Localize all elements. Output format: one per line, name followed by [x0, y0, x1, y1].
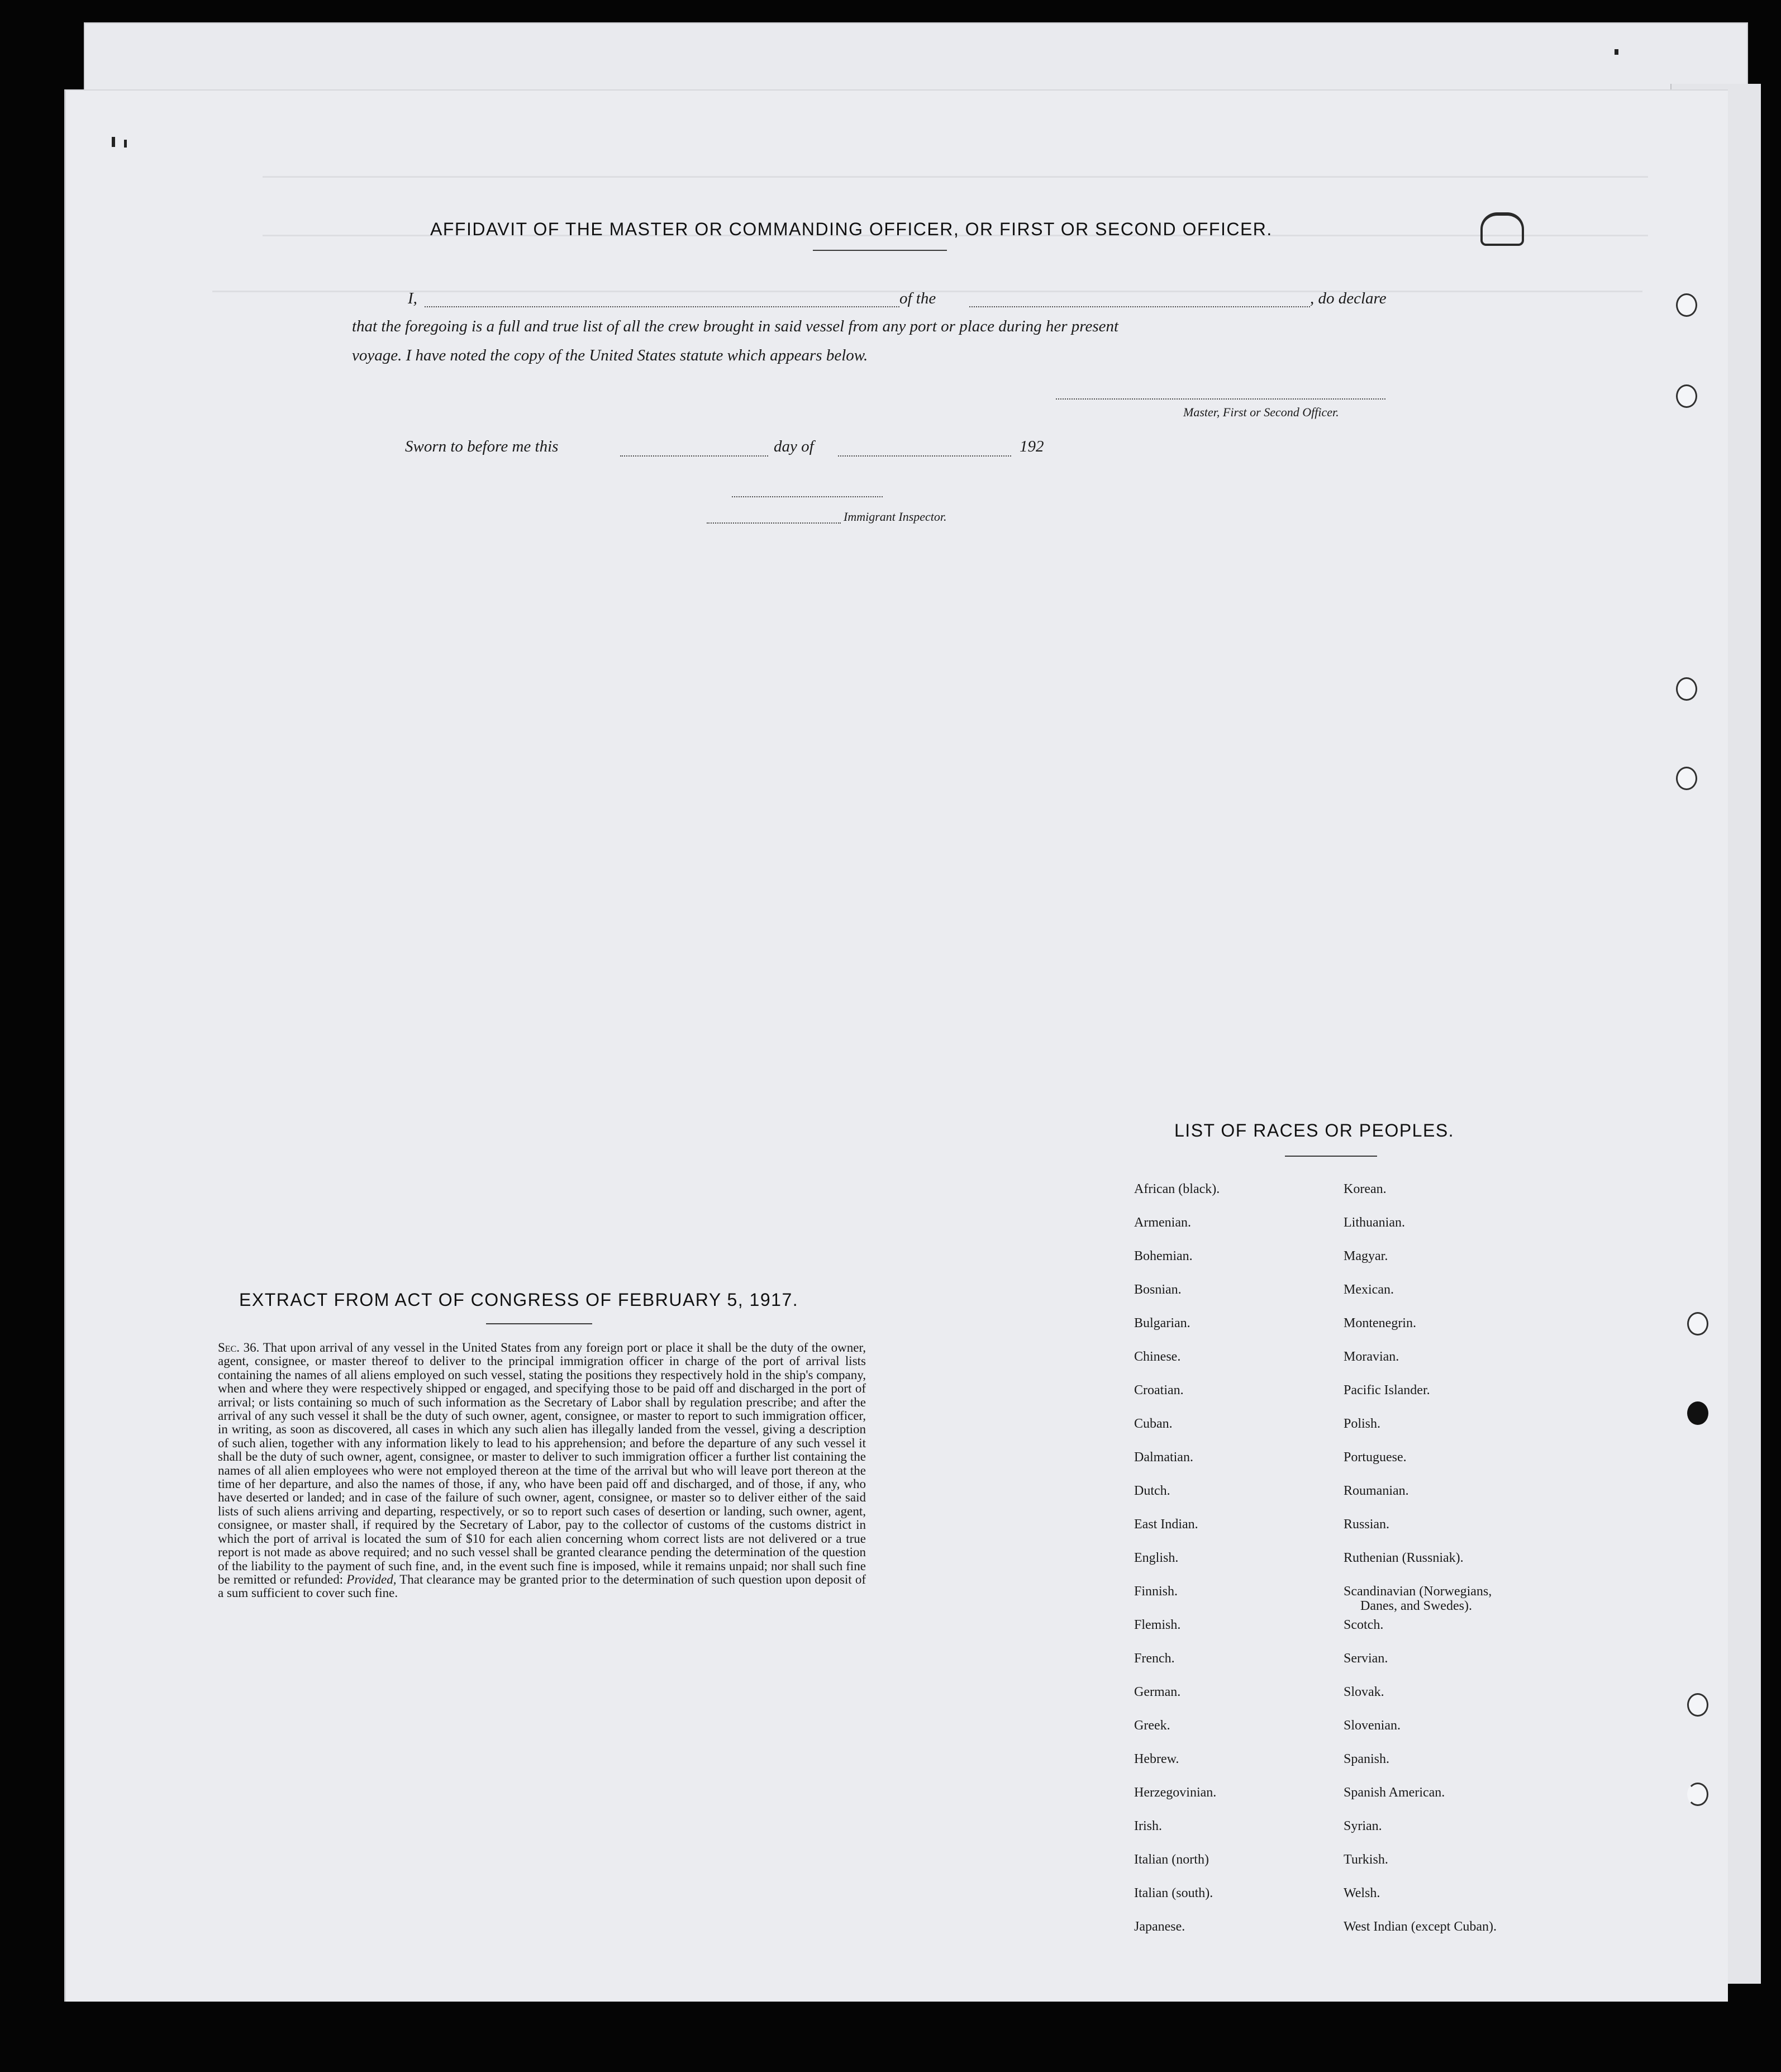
race-item: Pacific Islander. [1344, 1383, 1430, 1398]
race-item: Danes, and Swedes). [1360, 1599, 1472, 1613]
race-item: Scotch. [1344, 1618, 1384, 1632]
binder-hole [1687, 1401, 1708, 1425]
ink-stamp-mark [1480, 212, 1524, 246]
races-title-rule [1285, 1156, 1377, 1157]
race-item: Lithuanian. [1344, 1215, 1405, 1230]
race-item: Greek. [1134, 1718, 1170, 1733]
inspector-caption: Immigrant Inspector. [844, 510, 947, 524]
race-item: Armenian. [1134, 1215, 1191, 1230]
race-item: German. [1134, 1685, 1181, 1699]
binder-hole [1676, 767, 1697, 790]
race-item: Slovak. [1344, 1685, 1384, 1699]
statute-text [218, 1341, 866, 1600]
race-item: Bulgarian. [1134, 1316, 1190, 1330]
inspector-signature-line[interactable] [707, 522, 841, 524]
vessel-name-line[interactable] [969, 306, 1310, 307]
race-item: Italian (south). [1134, 1886, 1213, 1900]
affidavit-title: AFFIDAVIT OF THE MASTER OR COMMANDING OFFICER, OR FIRST OR SECOND OFFICER. [430, 219, 1273, 239]
race-item: Hebrew. [1134, 1752, 1179, 1766]
race-item: Polish. [1344, 1417, 1381, 1431]
race-item: Japanese. [1134, 1919, 1185, 1934]
race-item: Finnish. [1134, 1584, 1178, 1599]
race-item: Bosnian. [1134, 1282, 1182, 1297]
affidavit-statement-line-3: voyage. I have noted the copy of the United States statute which appears below. [352, 346, 868, 364]
race-item: Slovenian. [1344, 1718, 1401, 1733]
race-item: Moravian. [1344, 1349, 1399, 1364]
race-item: West Indian (except Cuban). [1344, 1919, 1497, 1934]
race-item: Roumanian. [1344, 1484, 1409, 1498]
bleed-through-line [263, 176, 1648, 178]
affidavit-statement-line-2: that the foregoing is a full and true list of all the crew brought in said vessel from any port or place during her present [352, 317, 1119, 335]
races-title: LIST OF RACES OR PEOPLES. [1174, 1120, 1455, 1140]
race-item: Montenegrin. [1344, 1316, 1416, 1330]
race-item: Portuguese. [1344, 1450, 1407, 1465]
stray-mark [112, 137, 115, 147]
statute-section-label: Sec. 36. [218, 1341, 260, 1355]
race-item: Croatian. [1134, 1383, 1184, 1398]
race-item: Servian. [1344, 1651, 1388, 1666]
stray-mark [124, 140, 127, 148]
stray-mark [1615, 49, 1618, 55]
race-item: Dutch. [1134, 1484, 1170, 1498]
race-item: Flemish. [1134, 1618, 1181, 1632]
race-item: Cuban. [1134, 1417, 1173, 1431]
race-item: French. [1134, 1651, 1175, 1666]
race-item: Chinese. [1134, 1349, 1181, 1364]
sworn-month-line[interactable] [838, 455, 1011, 457]
race-item: Bohemian. [1134, 1249, 1193, 1263]
race-item: Italian (north) [1134, 1852, 1209, 1867]
affidavit-declare-label: , do declare [1310, 289, 1387, 307]
race-item: Spanish American. [1344, 1785, 1445, 1800]
binder-hole [1676, 677, 1697, 701]
affidavit-of-the-label: of the [899, 289, 936, 307]
inspector-upper-line [732, 496, 883, 497]
race-item: English. [1134, 1551, 1179, 1565]
race-item: Spanish. [1344, 1752, 1390, 1766]
race-item: Magyar. [1344, 1249, 1388, 1263]
binder-hole [1687, 1783, 1708, 1806]
signature-caption: Master, First or Second Officer. [1183, 405, 1339, 419]
race-item: Irish. [1134, 1819, 1162, 1833]
affidavit-i-label: I, [408, 289, 417, 307]
statute-body: That upon arrival of any vessel in the United States from any foreign port or place it shall be the duty of the owner, agent, consignee, or master thereof to deliver to the principal immigration officer in charge of the port of arrival lists containing the names of all aliens employed on such vessel, stating the positions they respectively hold in the ship's company, when and where they were respectively shipped or engaged, and specifying those to be paid off and discharged in the port of arrival; or lists containing so much of such information as the Secretary of Labor shall by regulation prescribe; and after the arrival of any such vessel it shall be the duty of such owner, agent, consignee, or master to report to such immigration officer, in writing, as soon as discovered, all cases in which any such alien has illegally landed from the vessel, giving a description of such alien, together with any information likely to lead to his apprehension; and before the departure of any such vessel it shall be the duty of such owner, agent, consignee, or master to deliver to such immigration officer a further list containing the names of all alien employees who were not employed thereon at the time of the arrival but who will leave port thereon at the time of her departure, and also the names of those, if any, who have been paid off and discharged, and of those, if any, who have deserted or landed; and in case of the failure of such owner, agent, consignee, or master so to deliver either of the said lists of such aliens arriving and departing, respectively, or so to report such cases of desertion or landing, such owner, agent, consignee, or master shall, if required by the Secretary of Labor, pay to the collector of customs of the customs district in which the port of arrival is located the sum of $10 for each alien concerning whom correct lists are not delivered or a true report is not made as above required; and no such vessel shall be granted clearance pending the determination of the question of the liability to the payment of such fine, and, in the event such fine is imposed, while it remains unpaid; nor shall such fine be remitted or refunded: [218, 1341, 866, 1586]
race-item: Welsh. [1344, 1886, 1380, 1900]
binder-hole [1687, 1312, 1708, 1336]
statute-provided-word: Provided, [346, 1572, 397, 1586]
race-item: Russian. [1344, 1517, 1390, 1532]
binder-hole [1676, 293, 1697, 317]
statute-body-end: That clearance may be granted prior to the determination of such question upon deposit of a sum sufficient to cover such fine. [218, 1572, 866, 1600]
sworn-prefix: Sworn to before me this [405, 438, 559, 455]
sworn-day-of-label: day of [774, 438, 814, 455]
sworn-day-line[interactable] [620, 455, 768, 457]
race-item: Korean. [1344, 1182, 1387, 1196]
extract-title: EXTRACT FROM ACT OF CONGRESS OF FEBRUARY 5, 1917. [239, 1290, 799, 1310]
race-item: Mexican. [1344, 1282, 1394, 1297]
extract-title-rule [486, 1323, 592, 1324]
affidavit-title-rule [813, 250, 947, 251]
officer-name-line[interactable] [425, 306, 899, 307]
race-item: Ruthenian (Russniak). [1344, 1551, 1464, 1565]
race-item: Dalmatian. [1134, 1450, 1193, 1465]
manifest-page [64, 89, 1728, 2002]
race-item: East Indian. [1134, 1517, 1198, 1532]
sworn-year-prefix: 192 [1020, 438, 1044, 455]
binder-hole [1676, 384, 1697, 408]
race-item: Herzegovinian. [1134, 1785, 1217, 1800]
binder-hole [1687, 1693, 1708, 1717]
race-item: Turkish. [1344, 1852, 1388, 1867]
race-item: Syrian. [1344, 1819, 1382, 1833]
race-item: African (black). [1134, 1182, 1220, 1196]
race-item: Scandinavian (Norwegians, [1344, 1584, 1492, 1599]
officer-signature-line[interactable] [1056, 398, 1385, 400]
